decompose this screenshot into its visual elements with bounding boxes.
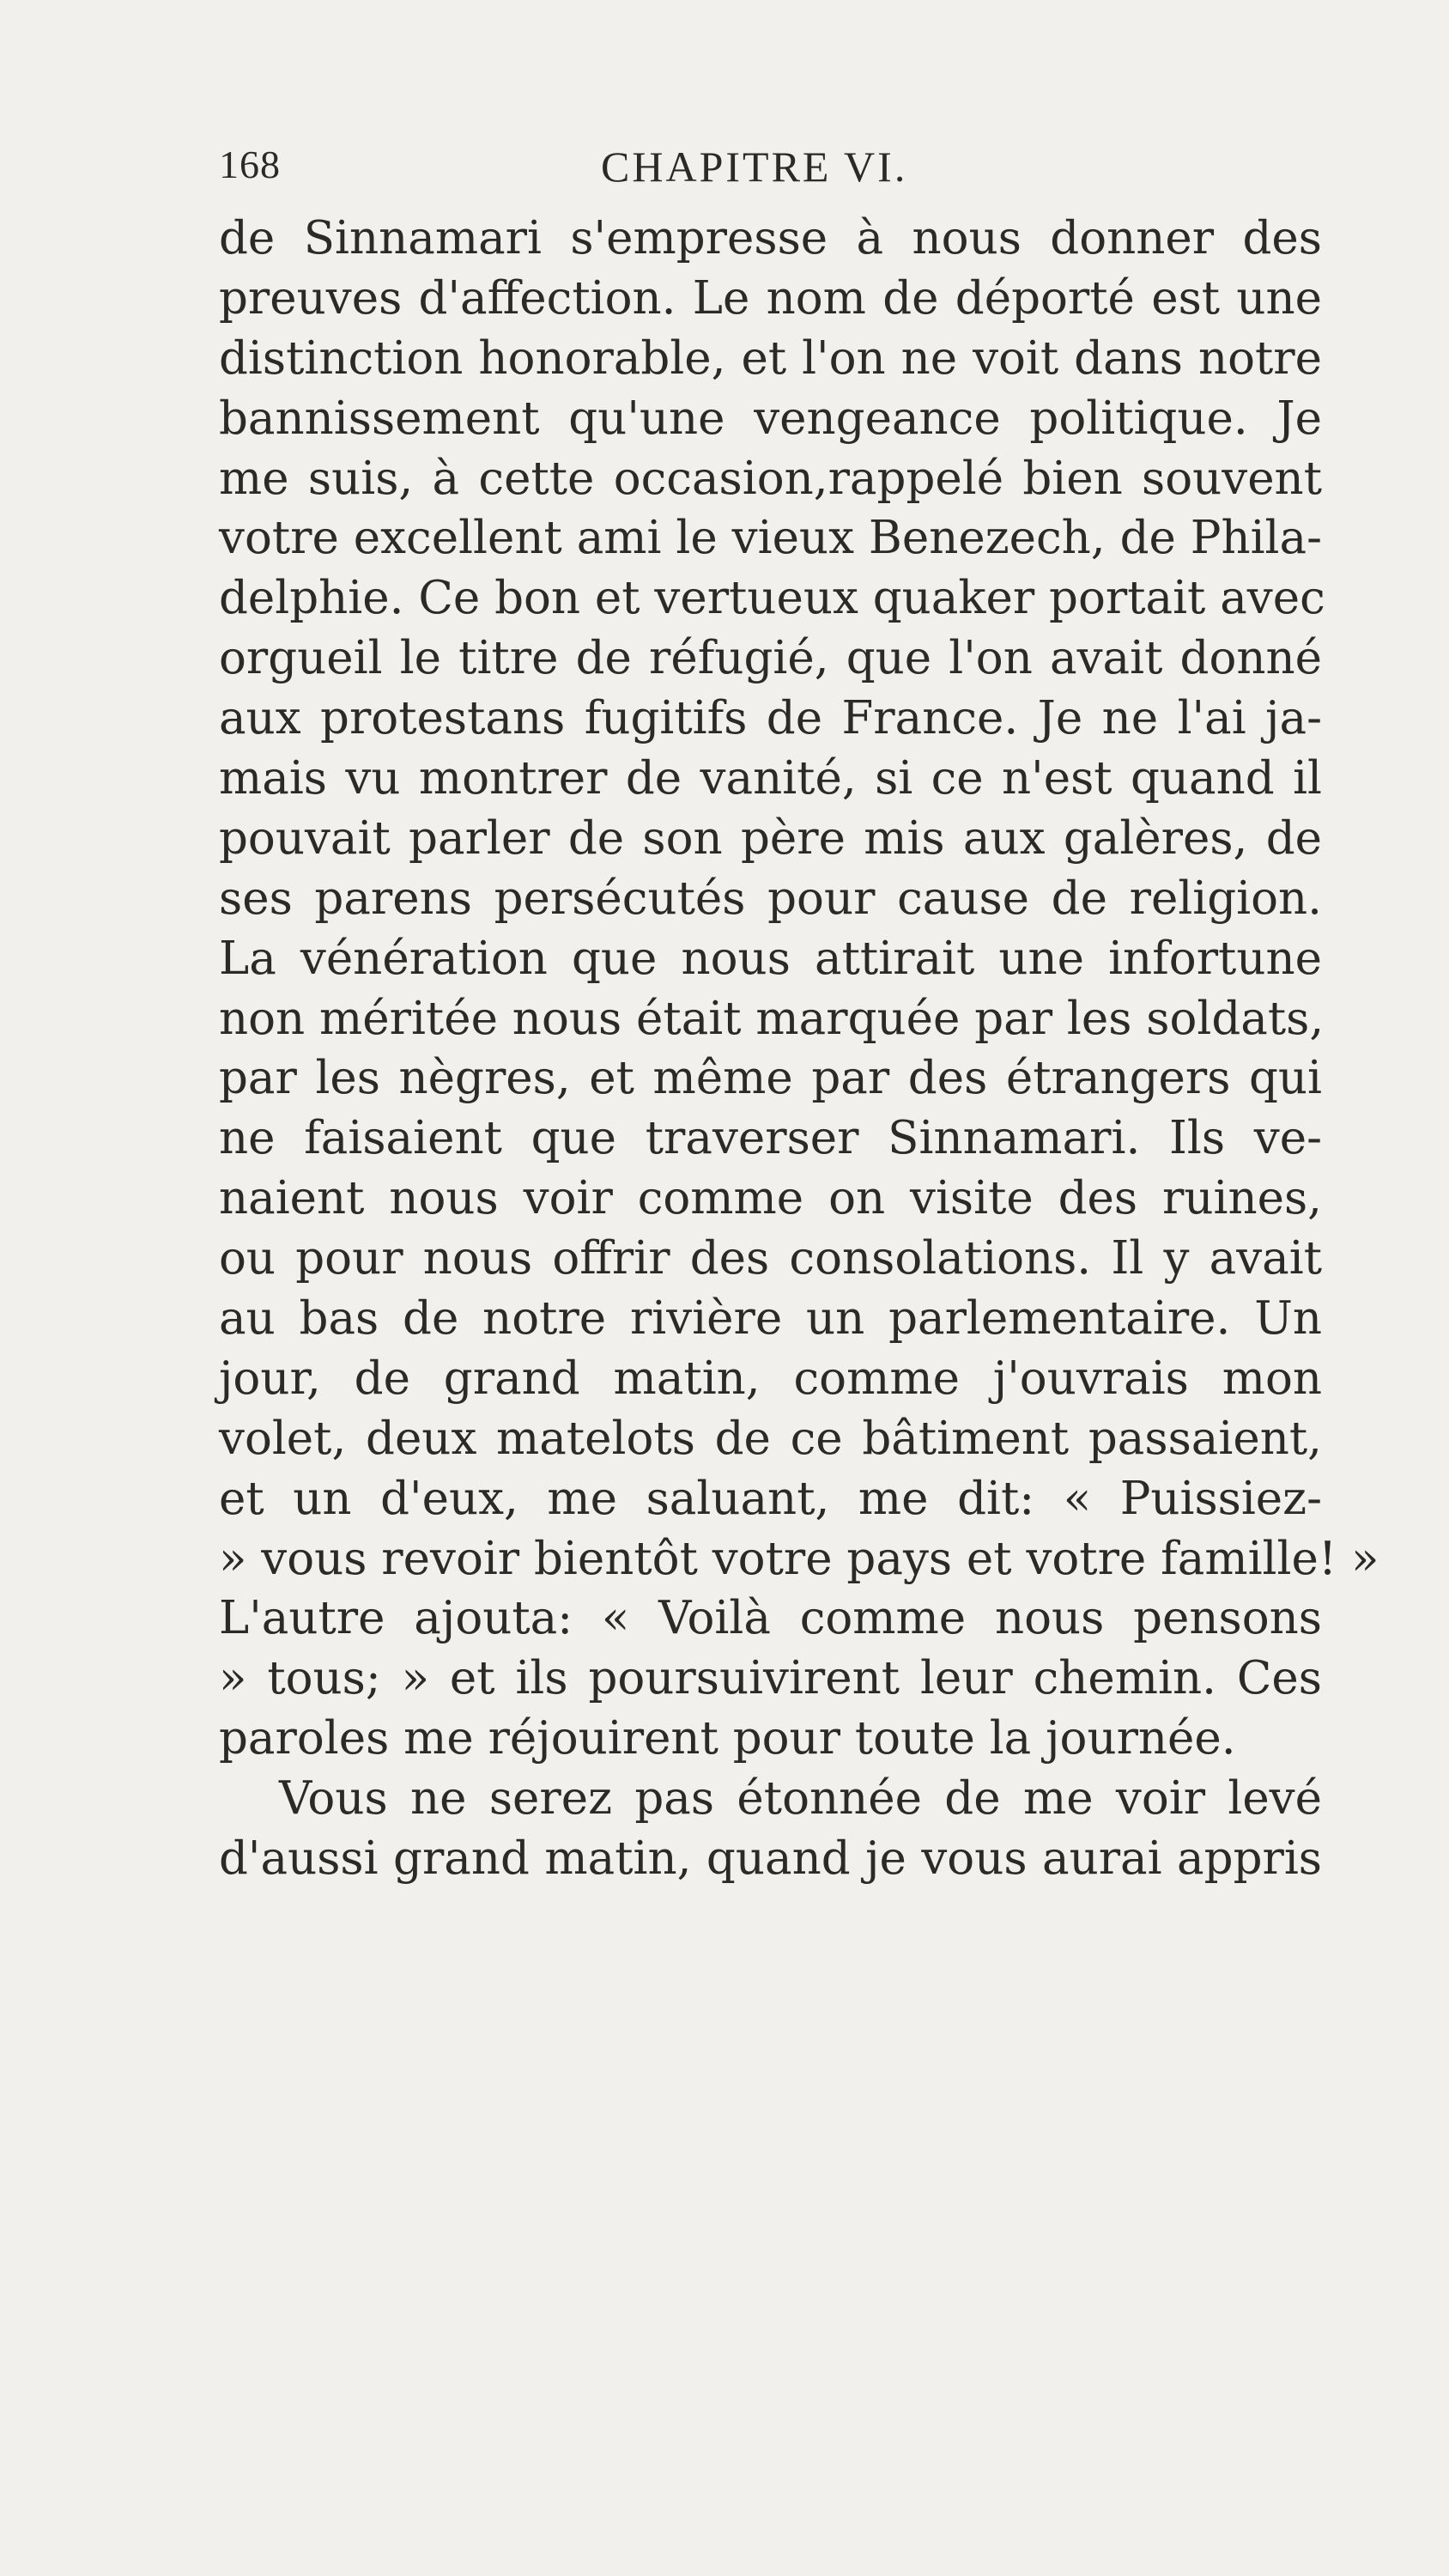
text-line: L'autre ajouta: « Voilà comme nous pensons bbox=[219, 1592, 1322, 1645]
text-line: par les nègres, et même par des étrangers qui bbox=[219, 1052, 1322, 1105]
running-head bbox=[219, 142, 1335, 202]
text-line: preuves d'affection. Le nom de déporté est une bbox=[219, 271, 1322, 325]
text-line: paroles me réjouirent pour toute la journée. bbox=[219, 1712, 1236, 1765]
chapter-title: CHAPITRE VI. bbox=[601, 143, 908, 191]
text-line: ses parens persécutés pour cause de religion. bbox=[219, 872, 1322, 925]
text-line: me suis, à cette occasion,rappelé bien souvent bbox=[219, 452, 1322, 505]
text-line: ou pour nous offrir des consolations. Il y avait bbox=[219, 1232, 1322, 1285]
text-line: non méritée nous était marquée par les soldats, bbox=[219, 992, 1325, 1045]
text-line: Vous ne serez pas étonnée de me voir levé bbox=[279, 1772, 1322, 1826]
text-line: d'aussi grand matin, quand je vous aurai appris bbox=[219, 1832, 1322, 1886]
text-line: et un d'eux, me saluant, me dit: « Puissiez- bbox=[219, 1472, 1322, 1525]
text-line: votre excellent ami le vieux Benezech, de Phila- bbox=[219, 512, 1322, 565]
text-line: de Sinnamari s'empresse à nous donner des bbox=[219, 212, 1322, 264]
text-line: pouvait parler de son père mis aux galères, de bbox=[219, 811, 1322, 865]
text-line: naient nous voir comme on visite des ruines, bbox=[219, 1172, 1322, 1225]
text-line: aux protestans fugitifs de France. Je ne l'ai ja- bbox=[219, 692, 1322, 745]
body-text bbox=[219, 209, 1379, 1889]
text-line: delphie. Ce bon et vertueux quaker portait avec bbox=[219, 572, 1325, 625]
text-line: distinction honorable, et l'on ne voit dans notre bbox=[219, 331, 1322, 385]
text-line: mais vu montrer de vanité, si ce n'est quand il bbox=[219, 752, 1322, 805]
text-line: orgueil le titre de réfugié, que l'on avait donné bbox=[219, 632, 1322, 685]
text-line: bannissement qu'une vengeance politique. Je bbox=[219, 392, 1322, 445]
text-line: au bas de notre rivière un parlementaire. Un bbox=[219, 1292, 1322, 1346]
text-line: volet, deux matelots de ce bâtiment passaient, bbox=[219, 1412, 1322, 1465]
text-line: jour, de grand matin, comme j'ouvrais mon bbox=[219, 1352, 1322, 1405]
text-line: ne faisaient que traverser Sinnamari. Ils ve- bbox=[219, 1112, 1322, 1165]
text-line: » vous revoir bientôt votre pays et votre famille! » bbox=[219, 1532, 1379, 1585]
text-line: La vénération que nous attirait une infortune bbox=[219, 932, 1322, 985]
text-line: » tous; » et ils poursuivirent leur chemin. Ces bbox=[219, 1652, 1322, 1705]
page-number: 168 bbox=[219, 143, 281, 186]
